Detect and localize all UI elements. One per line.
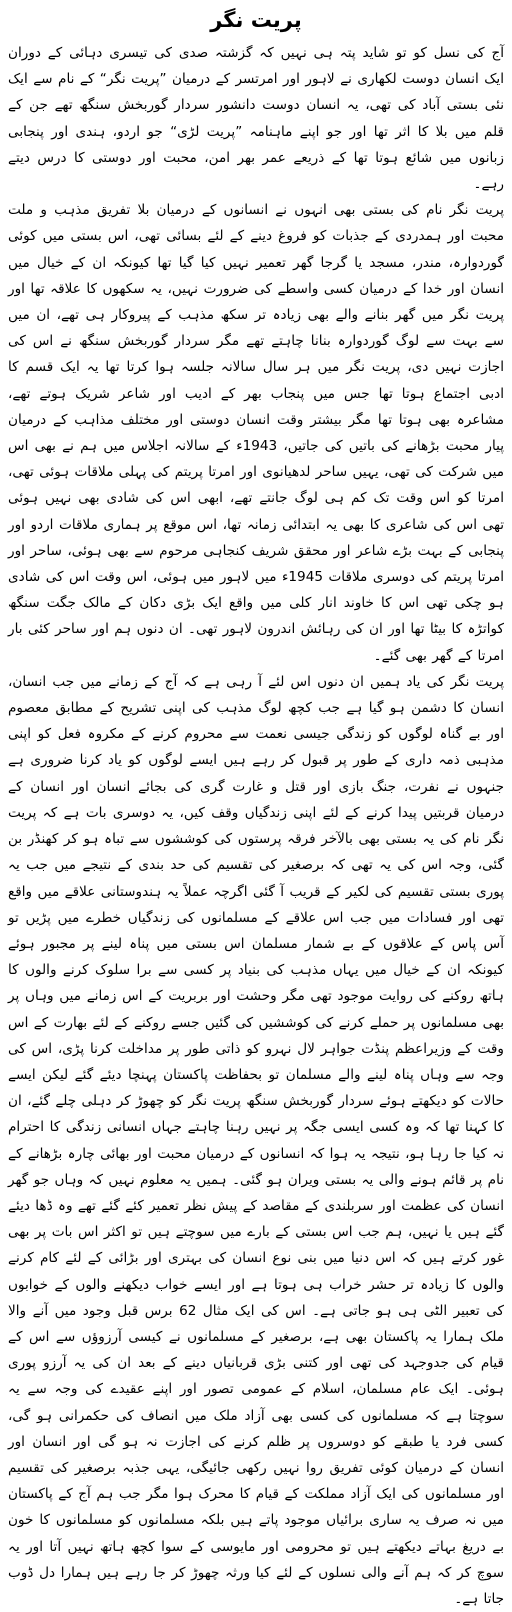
paragraph-3: پریت نگر کی یاد ہمیں ان دنوں اس لئے آ رہی ہے کہ آج کے زمانے میں جب انسان، انسان کا دشمن ہو گیا ہے جب کچھ لوگ مذہب کی اپنی تشریح کے مطابق معصوم اور بے گناہ لوگوں کو زندگی جیسی نعمت سے محروم کرنے کے مکروہ فعل کو اپنی مذہبی ذمہ داری کے طور پر قبول کر رہے ہیں ایسے لوگوں کو یاد کرنا ضروری ہے جنہوں نے نفرت، جنگ بازی اور قتل و غارت گری کی بجائے انسان اور انسان کے درمیان قربتیں پیدا کرنے کے لئے اپنی زندگیاں وقف کیں، یہ دوسری بات ہے کہ پریت نگر نام کی یہ بستی بھی بالآخر فرقہ پرستوں کی کوششوں سے تباہ ہو کر کھنڈر بن گئی، وجہ اس کی یہ تھی کہ برصغیر کی تقسیم کی حد بندی کے نتیجے میں جب یہ پوری بستی تقسیم کی لکیر کے قریب آ گئی اگرچہ عملاً یہ ہندوستانی علاقے میں واقع تھی اور فسادات میں جب اس علاقے کے مسلمانوں کی زندگیاں خطرے میں پڑیں تو آس پاس کے علاقوں کے بے شمار مسلمان اس بستی میں پناہ لینے پر مجبور ہوئے کیونکہ ان کے خیال میں یہاں مذہب کی بنیاد پر کسی سے برا سلوک کرنے والوں کا ہاتھ روکنے کی روایت موجود تھی مگر وحشت اور بربریت کے اس زمانے میں وہاں پر بھی مسلمانوں پر حملے کرنے کی کوششیں کی گئیں جسے روکنے کے لئے بھارت کے اس وقت کے وزیراعظم پنڈت جواہر لال نہرو کو ذاتی طور پر مداخلت کرنا پڑی، اس کی وجہ سے وہاں پناہ لینے والے مسلمان تو بحفاظت پاکستان پہنچا دیئے گئے لیکن ایسے حالات کو دیکھتے ہوئے سردار گوربخش سنگھ پریت نگر کو چھوڑ کر دہلی چلے گئے، ان کا کہنا تھا کہ وہ کسی ایسی جگہ پر نہیں رہنا چاہتے جہاں انسانی زندگی کا احترام نہ کیا جا رہا ہو، نتیجہ یہ ہوا کہ انسانوں کے درمیان محبت اور بھائی چارہ بڑھانے کے نام پر قائم ہونے والی یہ بستی ویران ہو گئی۔ ہمیں یہ معلوم نہیں کہ وہاں جو گھر انسان کی عظمت اور سربلندی کے مقاصد کے پیش نظر تعمیر کئے گئے تھے وہ ڈھا دیئے گئے ہیں یا نہیں، ہم جب اس بستی کے بارے میں سوچتے ہیں تو اکثر اس بات پر بھی غور کرتے ہیں کہ اس دنیا میں بنی نوع انسان کی بہتری اور بڑائی کے لئے کام کرنے والوں کا زیادہ تر حشر خراب ہی ہوتا ہے اور ایسے خواب دیکھنے والوں کے خوابوں کی تعبیر الٹی ہی ہو جاتی ہے۔ اس کی ایک مثال 62 برس قبل وجود میں آنے والا ملک ہمارا یہ پاکستان بھی ہے، برصغیر کے مسلمانوں نے کیسی آرزوؤں سے اس کے قیام کی جدوجہد کی تھی اور کتنی بڑی قربانیاں دینے کے بعد ان کی یہ آرزو پوری ہوئی۔ ایک عام مسلمان، اسلام کے عمومی تصور اور اپنے عقیدے کی وجہ سے یہ سوچتا ہے کہ مسلمانوں کی کسی بھی آزاد ملک میں انصاف کی حکمرانی ہو گی، کسی فرد یا طبقے کو دوسروں پر ظلم کرنے کی اجازت نہ ہو گی اور انسان اور انسان کے درمیان کوئی تفریق روا نہیں رکھی جائیگی، یہی جذبہ برصغیر کی تقسیم اور مسلمانوں کی ایک آزاد مملکت کے قیام کا محرک ہوا مگر جب ہم آج کے پاکستان میں نہ صرف یہ ساری برائیاں موجود پاتے ہیں بلکہ مسلمانوں کو مسلمانوں کا خون بے دریغ بہاتے دیکھتے ہیں تو محرومی اور مایوسی کے سوا کچھ ہاتھ نہیں آتا اور یہ سوچ کر کہ ہم آنے والی نسلوں کے لئے کیا ورثہ چھوڑ کر جا رہے ہیں ہمارا دل ڈوب جاتا ہے۔ [8,673,505,1607]
paragraph-1: آج کی نسل کو تو شاید پتہ ہی نہیں کہ گزشتہ صدی کی تیسری دہائی کے دوران ایک انسان دوست لکھاری نے لاہور اور امرتسر کے درمیان ”پریت نگر“ کے نام سے ایک نئی بستی آباد کی تھی، یہ انسان دوست دانشور سردار گوربخش سنگھ تھے جن کے قلم میں بلا کا اثر تھا اور جو اپنے ماہنامہ ”پریت لڑی“ جو اردو، ہندی اور پنجابی زبانوں میں شائع ہوتا تھا کے ذریعے عمر بھر امن، محبت اور دوستی کا درس دیتے رہے۔ [8,45,504,193]
paragraph-2: پریت نگر نام کی بستی بھی انہوں نے انسانوں کے درمیان بلا تفریق مذہب و ملت محبت اور ہمدردی کے جذبات کو فروغ دینے کے لئے بسائی تھی، اس بستی میں کوئی گوردوارہ، مندر، مسجد یا گرجا گھر تعمیر نہیں کیا گیا تھا کیونکہ ان کے خیال میں انسان اور خدا کے درمیان کسی واسطے کی ضرورت نہیں، یہ سکھوں کا علاقہ تھا اور پریت نگر میں گھر بنانے والے بھی زیادہ تر سکھ مذہب کے پیروکار ہی تھے، ان میں سے بہت سے لوگ گوردوارہ بنانا چاہتے تھے مگر سردار گوربخش سنگھ نے اس کی اجازت نہیں دی، پریت نگر میں ہر سال سالانہ جلسہ ہوا کرتا تھا یہ ایک قسم کا ادبی اجتماع ہوتا تھا جس میں پنجاب بھر کے ادیب اور شاعر شریک ہوتے تھے، مشاعرہ بھی ہوتا تھا مگر بیشتر وقت انسان دوستی اور مختلف مذاہب کے درمیان پیار محبت بڑھانے کی باتیں کی جاتیں، 1943ء کے سالانہ اجلاس میں ہم نے بھی اس میں شرکت کی تھی، یہیں ساحر لدھیانوی اور امرتا پریتم کی پہلی ملاقات ہوئی تھی، امرتا کو اس وقت تک کم ہی لوگ جانتے تھے، ابھی اس کی شادی بھی نہیں ہوئی تھی اس کی شاعری کا بھی یہ ابتدائی زمانہ تھا، اس موقع پر ہماری ملاقات اردو اور پنجابی کے بہت بڑے شاعر اور محقق شریف کنجاہی مرحوم سے بھی ہوئی، ساحر اور امرتا پریتم کی دوسری ملاقات 1945ء میں لاہور میں ہوئی، اس وقت اس کی شادی ہو چکی تھی اس کا خاوند انار کلی میں واقع ایک بڑی دکان کے مالک جگت سنگھ کواتڑہ کا بیٹا تھا اور ان کی رہائش اندرون لاہور تھی۔ ان دنوں ہم اور ساحر کئی بار امرتا کے گھر بھی گئے۔ [8,202,505,664]
article-title: پریت نگر [210,8,302,32]
article-body [8,40,504,1612]
